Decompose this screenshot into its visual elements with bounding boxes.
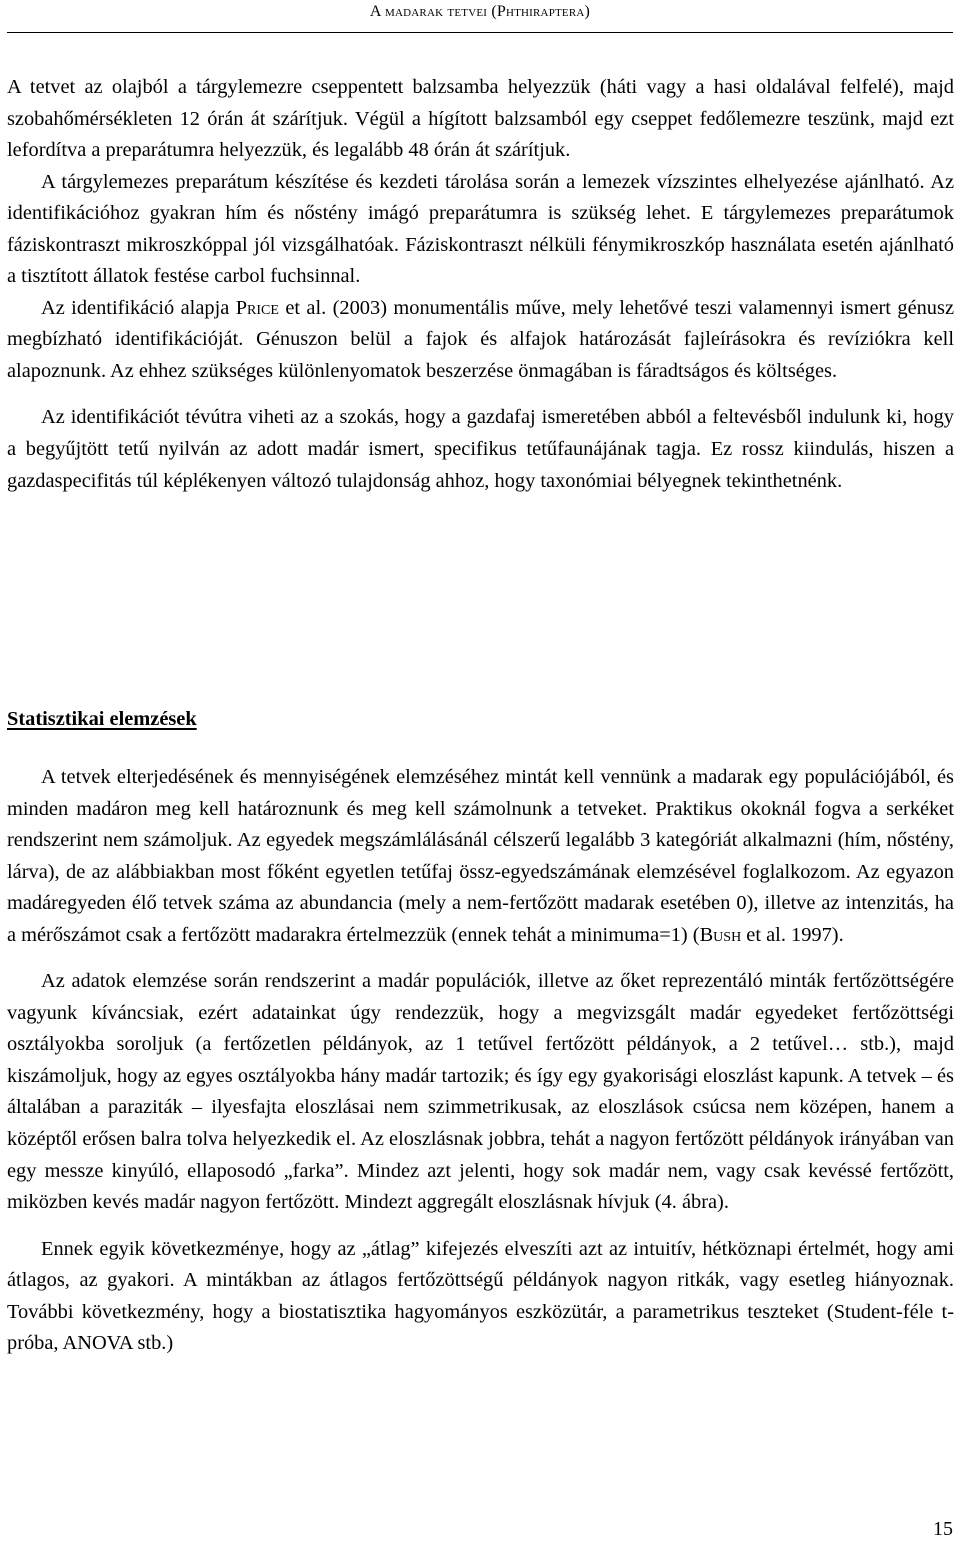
paragraph-text: et al. 1997). <box>741 923 844 946</box>
author-name: Bush <box>699 923 742 946</box>
running-header-title: A madarak tetvei ( <box>369 3 497 20</box>
section-statistics-text <box>7 762 954 1360</box>
paragraph: Az identifikációt tévútra viheti az a szokás, hogy a gazdafaj ismeretében abból a feltevésből indulunk ki, hogy a begyűjtött tetű nyilván az adott madár ismert, specifikus tetűfaunájának tagja. Ez rossz kiindulás, hiszen a gazdaspecifitás túl képlékenyen változó tulajdonság ahhoz, hogy taxonómiai bélyegnek tekinthetnénk. <box>7 406 954 492</box>
running-header-latin: Phthiraptera <box>496 3 585 20</box>
section-preparation-text <box>7 72 954 497</box>
paragraph-text: Az identifikáció alapja <box>41 296 236 319</box>
header-rule <box>7 32 953 33</box>
paragraph: Az adatok elemzése során rendszerint a madár populációk, illetve az őket reprezentáló minták fertőzöttségére vagyunk kíváncsiak, ezért adatainkat úgy rendezzük, hogy a megvizsgált madár egyedeket fertőzöttségi osztályokba soroljuk (a fertőzetlen példányok, az 1 tetűvel fertőzött példányok, a 2 tetűvel… stb.), majd kiszámoljuk, hogy az egyes osztályokba hány madár tartozik; és így egy gyakorisági eloszlást kapunk. A tetvek – és általában a paraziták – ilyesfajta eloszlásai nem szimmetrikusak, az eloszlások csúcsa nem középen, hanem a középtől erősen balra tolva helyezkedik el. Az eloszlásnak jobbra, tehát a nagyon fertőzött példányok irányában van egy messze kinyúló, ellaposodó „farka”. Mindez azt jelenti, hogy sok madár nem, vagy csak kevéssé fertőzött, miközben kevés madár nagyon fertőzött. Mindezt aggregált eloszlásnak hívjuk (4. ábra). <box>7 970 954 1214</box>
running-header <box>0 2 960 22</box>
running-header-close: ) <box>584 3 591 20</box>
section-heading: Statisztikai elemzések <box>7 708 197 730</box>
paragraph: Ennek egyik következménye, hogy az „átlag” kifejezés elveszíti azt az intuitív, hétköznapi értelmét, hogy ami átlagos, az gyakori. A mintákban az átlagos fertőzöttségű példányok nagyon ritkák, vagy esetleg hiányoznak. További következmény, hogy a biostatisztika hagyományos eszközütár, a parametrikus teszteket (Student-féle t-próba, ANOVA stb.) <box>7 1237 954 1355</box>
paragraph <box>7 293 954 388</box>
paragraph <box>7 762 954 951</box>
paragraph: A tetvet az olajból a tárgylemezre cseppentett balzsamba helyezzük (háti vagy a hasi oldalával felfelé), majd szobahőmérsékleten 12 órán át szárítjuk. Végül a hígított balzsamból egy cseppet fedőlemezre teszünk, majd ezt lefordítva a preparátumra helyezzük, és legalább 48 órán át szárítjuk. <box>7 76 954 162</box>
author-name: Price <box>235 296 279 319</box>
paragraph-text: A tetvek elterjedésének és mennyiségének elemzéséhez mintát kell vennünk a madarak egy populációjából, és minden madáron meg kell határoznunk és meg kell számolnunk a tetveket. Praktikus okoknál fogva a serkéket rendszerint nem számoljuk. Az egyedek megszámlálásánál célszerű legalább 3 kategóriát alkalmazni (hím, nőstény, lárva), de az alábbiakban most főként egyetlen tetűfaj össz-egyedszámának elemzésével foglalkozom. Az egyazon madáregyeden élő tetvek száma az abundancia (mely a nem-fertőzött madarak esetében 0), illetve az intenzitás, ha a mérőszámot csak a fertőzött madarakra értelmezzük (ennek tehát a minimuma=1) ( <box>7 766 954 946</box>
paragraph: A tárgylemezes preparátum készítése és kezdeti tárolása során a lemezek vízszintes elhelyezése ajánlható. Az identifikációhoz gyakran hím és nőstény imágó preparátumra is szükség lehet. E tárgylemezes preparátumok fáziskontraszt mikroszkóppal jól vizsgálhatóak. Fáziskontraszt nélküli fénymikroszkóp használata esetén ajánlható a tisztított állatok festése carbol fuchsinnal. <box>7 170 954 288</box>
paragraph-text: et al. (2003) monumentális műve, mely lehetővé teszi valamennyi ismert génusz megbízható identifikációját. Génuszon belül a fajok és alfajok határozását fajleírásokra és revíziókra kell alapoznunk. Az ehhez szükséges különlenyomatok beszerzése önmagában is fáradtságos és költséges. <box>7 296 954 382</box>
page-number: 15 <box>933 1518 953 1540</box>
